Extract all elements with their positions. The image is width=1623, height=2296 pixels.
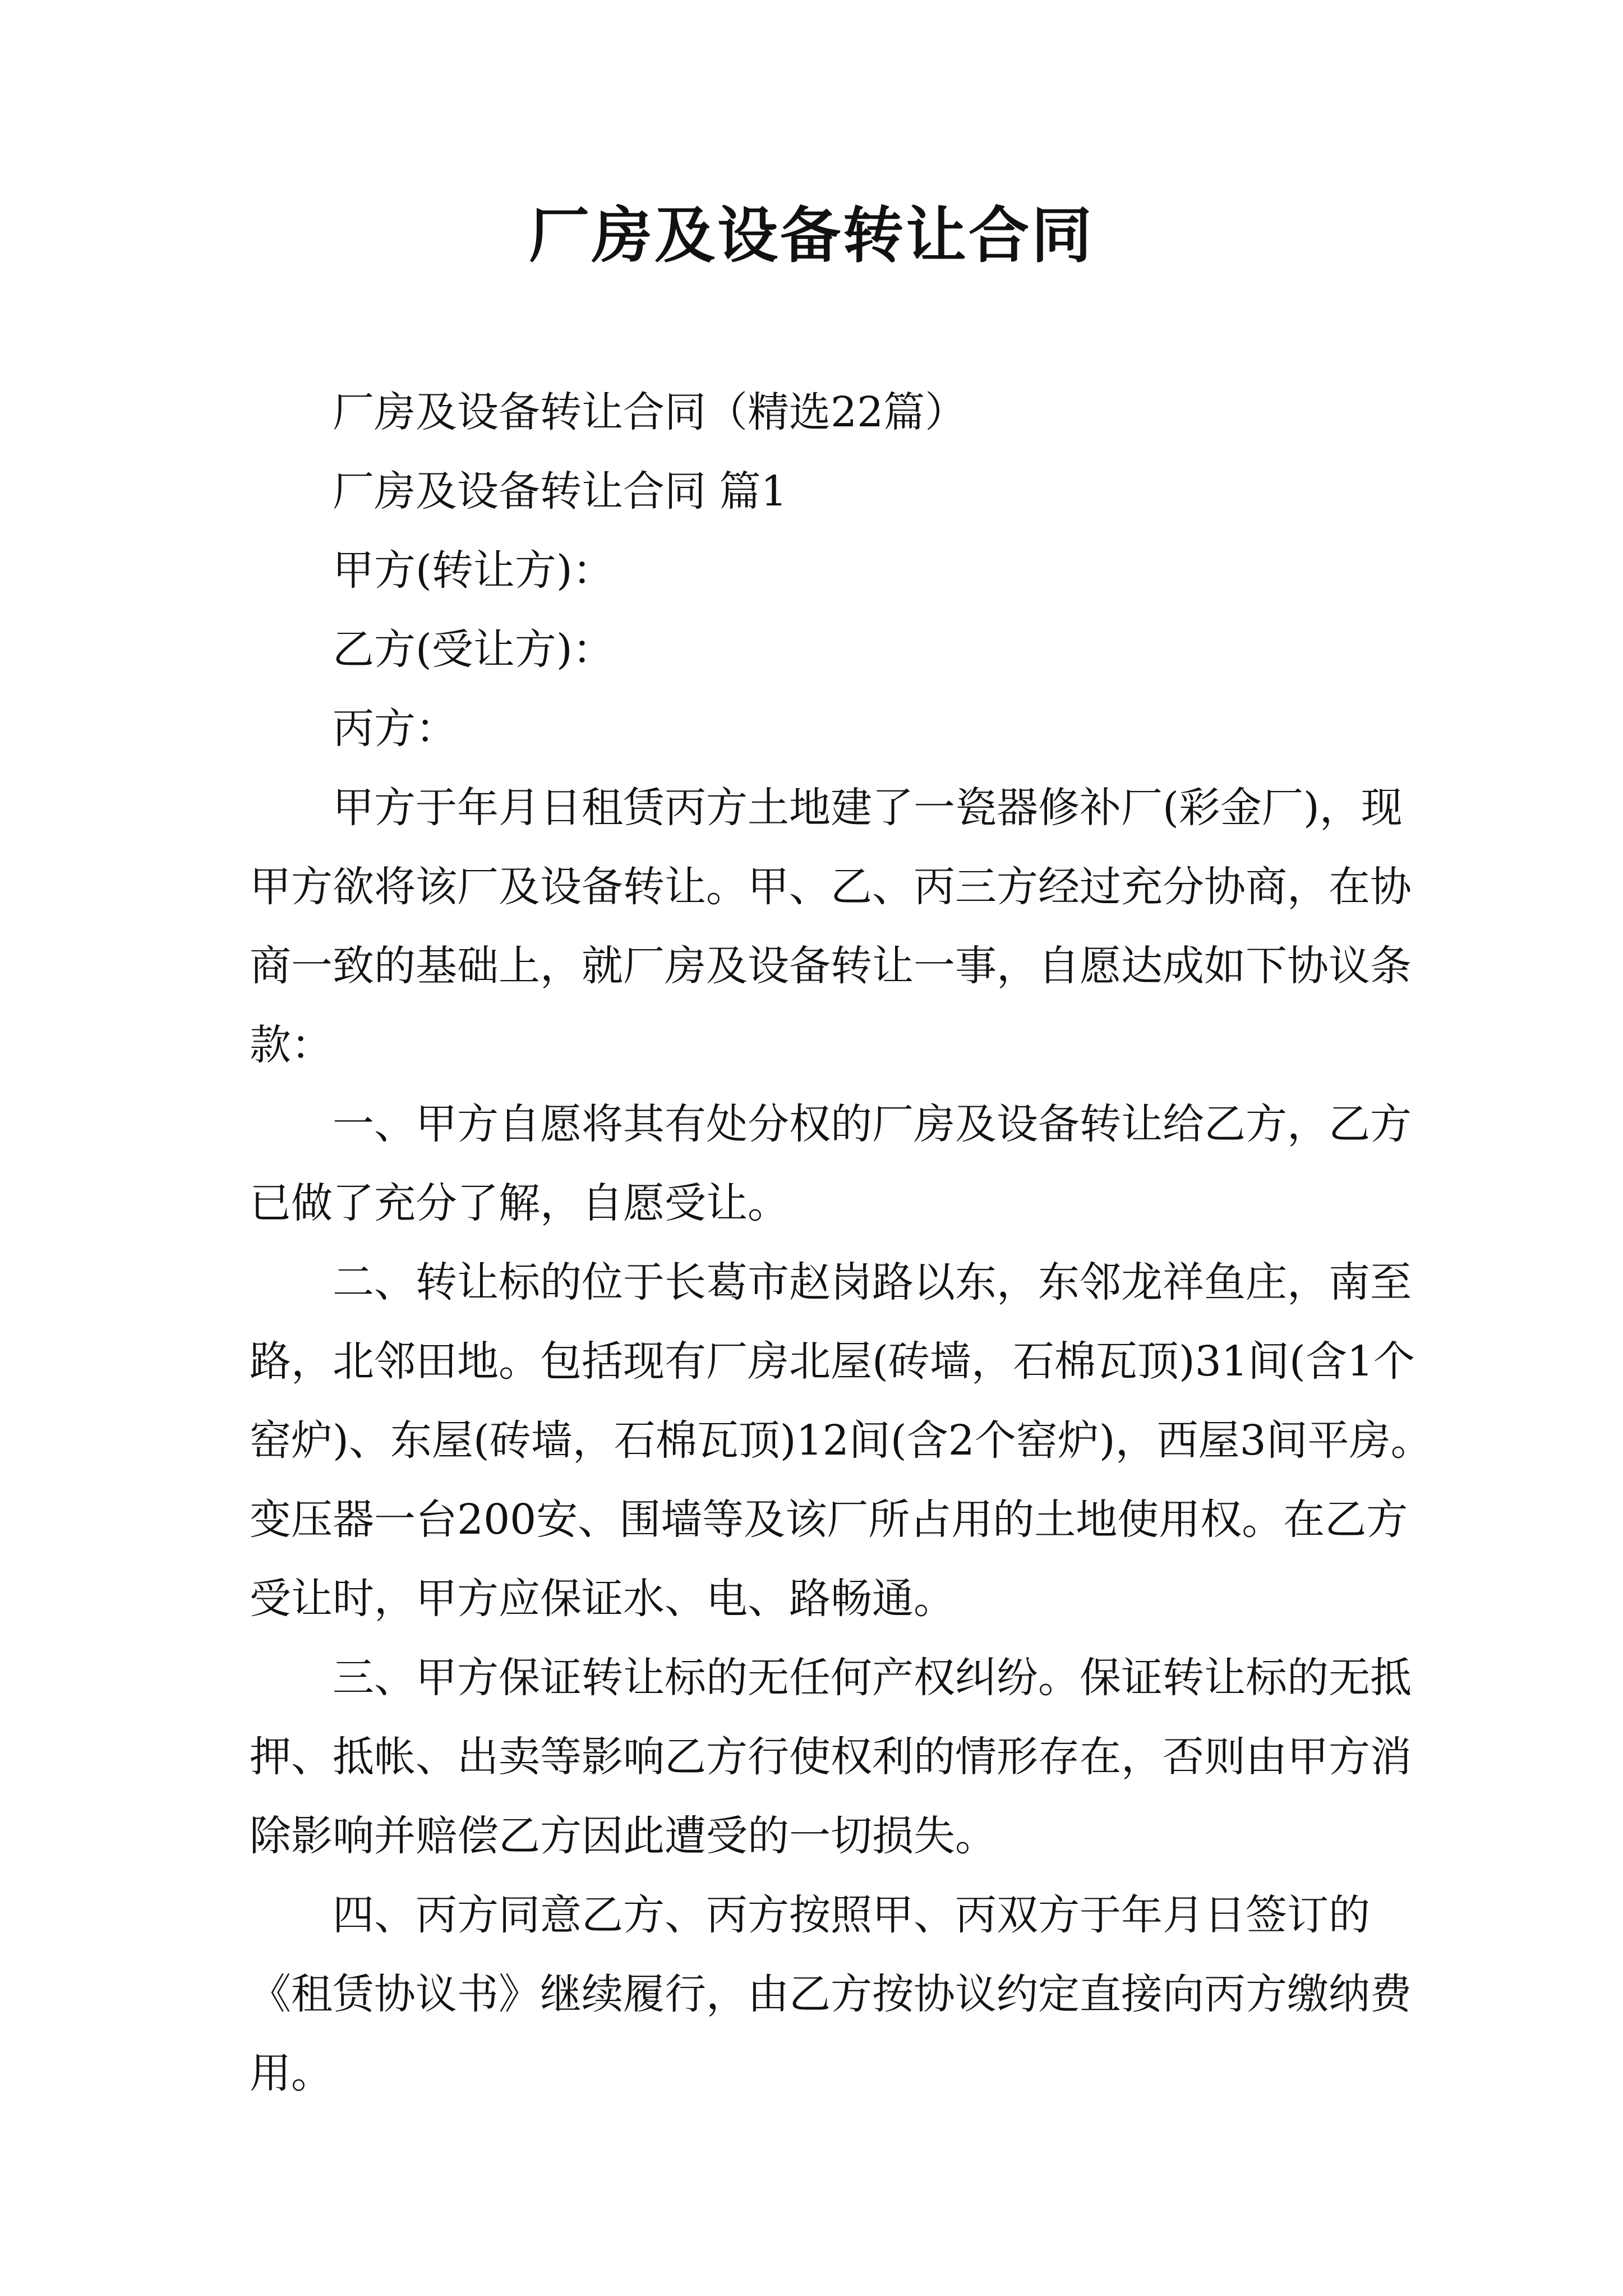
paragraph-preamble: 甲方于年月日租赁丙方土地建了一瓷器修补厂(彩金厂)，现甲方欲将该厂及设备转让。甲、乙、丙三方经过充分协商，在协商一致的基础上，就厂房及设备转让一事，自愿达成如下协议条款：: [250, 784, 1412, 1069]
section-heading: 厂房及设备转让合同 篇1: [333, 467, 787, 516]
party-a-label: 甲方(转让方)：: [333, 546, 614, 595]
document-subtitle: 厂房及设备转让合同（精选22篇）: [333, 388, 967, 436]
document-body: [250, 373, 1438, 2113]
paragraph-clause-2: 二、转让标的位于长葛市赵岗路以东，东邻龙祥鱼庄，南至路，北邻田地。包括现有厂房北屋(砖墙，石棉瓦顶)31间(含1个窑炉)、东屋(砖墙，石棉瓦顶)12间(含2个窑炉)，西屋3间平房。变压器一台200安、围墙等及该厂所占用的土地使用权。在乙方受让时，甲方应保证水、电、路畅通。: [250, 1258, 1432, 1623]
party-c-label: 丙方：: [333, 705, 457, 753]
paragraph-clause-3: 三、甲方保证转让标的无任何产权纠纷。保证转让标的无抵押、抵帐、出卖等影响乙方行使权利的情形存在，否则由甲方消除影响并赔偿乙方因此遭受的一切损失。: [250, 1654, 1412, 1860]
paragraph-clause-1: 一、甲方自愿将其有处分权的厂房及设备转让给乙方，乙方已做了充分了解，自愿受让。: [250, 1100, 1412, 1227]
document-title: 厂房及设备转让合同: [528, 200, 1094, 271]
paragraph-clause-4: 四、丙方同意乙方、丙方按照甲、丙双方于年月日签订的《租赁协议书》继续履行，由乙方按协议约定直接向丙方缴纳费用。: [250, 1891, 1412, 2097]
party-b-label: 乙方(受让方)：: [333, 625, 614, 674]
